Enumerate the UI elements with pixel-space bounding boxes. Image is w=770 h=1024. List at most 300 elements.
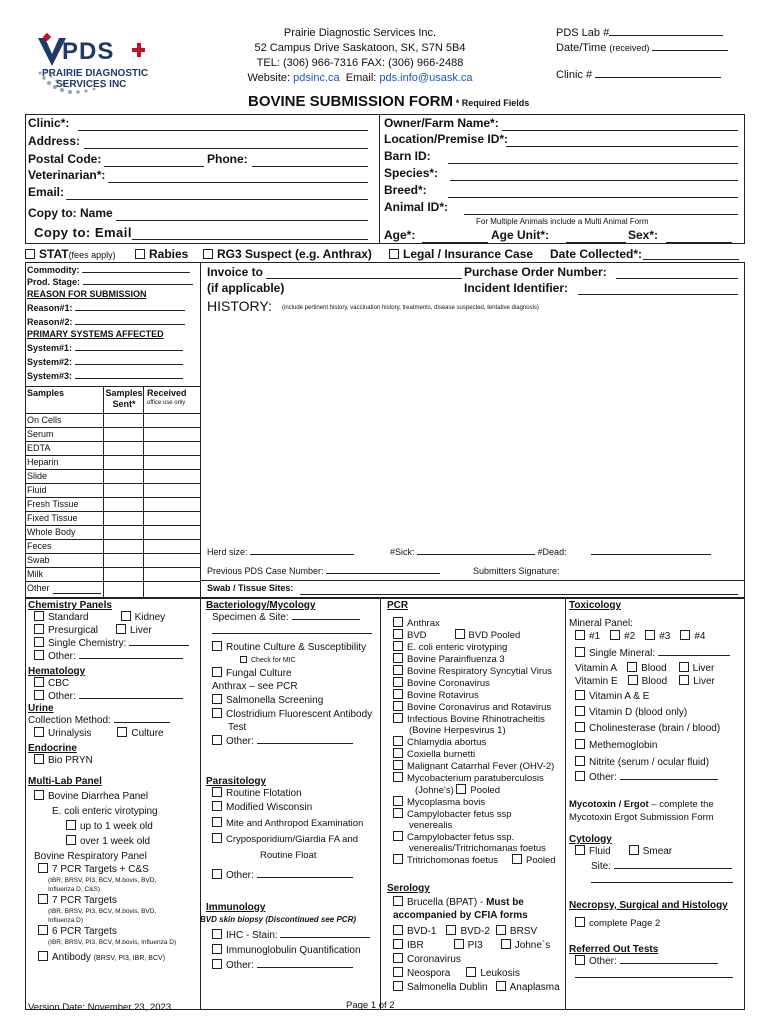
corona-checkbox[interactable] [393,953,403,963]
immuno-other-field[interactable] [257,967,353,968]
herd-size-field[interactable] [250,554,354,555]
vit-e-label: Vitamin E [575,676,618,687]
single-mineral-field[interactable] [658,655,730,656]
ihc-field[interactable] [280,937,370,938]
org-header [210,26,510,86]
anaplasma-checkbox[interactable] [496,981,506,991]
age-unit-field[interactable] [566,242,626,243]
ibr-sero-checkbox[interactable] [393,939,403,949]
age-field[interactable] [422,242,488,243]
veterinarian-field[interactable] [108,182,368,183]
chlamydia-checkbox[interactable] [393,736,403,746]
tox-other-field[interactable] [620,779,718,780]
samples-table [25,386,200,598]
smear-label: Smear [642,846,673,857]
campy-tri-label-2: venerealis/Tritrichomanas foetus [409,843,546,854]
systems-header: PRIMARY SYSTEMS AFFECTED [27,329,164,339]
postal-code-field[interactable] [104,166,204,167]
pcr-item [393,677,563,689]
bact-other-field[interactable] [257,743,353,744]
crypto-row [212,833,378,846]
commodity-field[interactable] [82,272,190,273]
cholin-row [575,722,743,735]
ref-other-field-2[interactable] [575,968,733,978]
clinic-number-field[interactable] [595,77,721,78]
logo-text: PDS [62,38,115,65]
reason1-row [27,302,199,314]
urinalysis-checkbox[interactable] [34,727,44,737]
mycobac-checkbox[interactable] [393,772,403,782]
clinic-number-row [556,68,728,83]
vit-a-row [575,662,743,675]
email-field[interactable] [66,199,368,200]
bvd1-checkbox[interactable] [393,925,403,935]
standard-row [34,611,198,624]
datetime-field[interactable] [652,50,728,51]
tritri-pooled-checkbox[interactable] [512,854,522,864]
stat-checkbox[interactable] [25,249,35,259]
ibr-pcr-label-2: (Bovine Herpesvirus 1) [409,725,506,736]
bdp-checkbox[interactable] [34,790,44,800]
referred-header: Referred Out Tests [569,944,659,955]
bvd2-checkbox[interactable] [446,925,456,935]
mineral3-label: #3 [659,631,671,642]
invoice-to-field[interactable] [266,278,462,279]
sample-row-label: Milk [27,569,43,579]
sample-sent-cell[interactable] [104,568,143,581]
smear-checkbox[interactable] [629,845,639,855]
page-number: Page 1 of 2 [346,1000,395,1011]
lab-info [556,26,728,83]
date-collected-field[interactable] [643,259,739,260]
incident-label: Incident Identifier: [464,281,569,295]
routine-culture-checkbox[interactable] [212,641,222,651]
ref-other-label: Other: [589,956,617,967]
animal-id-field[interactable] [464,214,738,215]
sample-other-field[interactable] [53,593,101,594]
clinic-field[interactable] [78,130,368,131]
kidney-checkbox[interactable] [121,611,131,621]
reason2-field[interactable] [75,324,185,325]
pcr-item [393,653,563,665]
copy-to-email-label: Copy to: Email [34,225,133,240]
copy-to-email-field[interactable] [132,239,368,240]
brucella-label: Brucella (BPAT) - [407,897,484,908]
breed-label: Breed*: [384,183,427,197]
campy-tri-checkbox[interactable] [393,831,403,841]
cholin-checkbox[interactable] [575,722,585,732]
sample-row-label: Heparin [27,457,59,467]
fungal-label: Fungal Culture [226,668,292,679]
specimen-field-2[interactable] [212,624,372,634]
bvd-skin-note: BVD skin biopsy (Discontinued see PCR) [200,915,357,924]
mineral3-checkbox[interactable] [645,630,655,640]
bio-pryn-row [34,754,198,767]
sample-row-label: Serum [27,429,54,439]
reason1-field[interactable] [75,310,185,311]
campy-row [393,808,563,820]
org-tel-fax: TEL: (306) 966-7316 FAX: (306) 966-2488 [256,57,464,69]
urine-header: Urine [28,703,54,714]
pcr6-checkbox[interactable] [38,925,48,935]
mcf-checkbox[interactable] [393,760,403,770]
sample-sent-cell[interactable] [104,484,143,497]
pcr7-row [38,894,198,907]
pi3-checkbox[interactable] [454,939,464,949]
flotation-label: Routine Flotation [226,788,302,799]
pcr-items [387,641,563,713]
cbc-label: CBC [48,678,70,689]
pcr7-checkbox[interactable] [38,894,48,904]
vit-ae-checkbox[interactable] [575,690,585,700]
crypto-checkbox[interactable] [212,833,222,843]
mic-checkbox[interactable] [240,656,247,663]
necropsy-header: Necropsy, Surgical and Histology [569,900,728,911]
brsv-checkbox[interactable] [496,925,506,935]
copy-to-name-label: Copy to: Name [28,206,113,220]
incident-field[interactable] [578,294,738,295]
pcr-bvd-pooled-label: BVD Pooled [468,630,521,641]
standard-checkbox[interactable] [34,611,44,621]
date-collected-label: Date Collected*: [550,247,643,261]
tox-other-row [575,771,743,784]
pcr-item-checkbox[interactable] [393,677,403,687]
pcr-item-checkbox[interactable] [393,701,403,711]
sample-sent-cell[interactable] [104,582,143,595]
sample-sent-cell[interactable] [104,512,143,525]
coxiella-checkbox[interactable] [393,748,403,758]
vit-d-label: Vitamin D (blood only) [589,707,688,718]
pcr6-label: 6 PCR Targets [52,926,117,937]
antibody-label: Antibody [52,952,91,963]
sample-row-label: Slide [27,471,48,481]
mycobac-pooled-label: Pooled [470,785,501,796]
vit-a-blood-checkbox[interactable] [627,662,637,672]
clostridium-label-2: Test [228,722,247,733]
cfia-note: accompanied by CFIA forms [393,910,528,921]
commodity-label: Commodity: [27,265,80,275]
swab-field[interactable] [300,594,738,595]
animal-id-label: Animal ID*: [384,200,449,214]
upto-checkbox[interactable] [66,820,76,830]
cholin-label: Cholinesterase (brain / blood) [589,723,721,734]
chem-other-field[interactable] [79,658,183,659]
mite-label: Mite and Anthropod Examination [226,818,364,829]
stat-option[interactable] [25,247,116,261]
received-header: Received [147,388,187,398]
para-other-row [212,869,378,882]
age-label: Age*: [384,228,416,242]
para-other-checkbox[interactable] [212,869,222,879]
age-unit-label: Age Unit*: [491,228,549,242]
pcr7-note [48,907,198,925]
sick-field[interactable] [417,554,535,555]
liver-checkbox[interactable] [116,624,126,634]
sick-label: #Sick: [390,547,415,557]
email-label-field: Email: [28,185,65,199]
cyto-site-field-2[interactable] [591,873,733,883]
chlamydia-label: Chlamydia abortus [407,737,487,748]
pcr7cs-row [38,863,198,876]
system2-label: System#2: [27,357,73,367]
vit-a-liver-checkbox[interactable] [679,662,689,672]
sample-row-label: Fluid [27,485,47,495]
tritri-row [393,854,563,866]
version-date: Version Date: November 23, 2023 [28,1002,172,1013]
cbc-checkbox[interactable] [34,677,44,687]
over-checkbox[interactable] [66,835,76,845]
complete-page2-checkbox[interactable] [575,917,585,927]
multi-animal-note: For Multiple Animals include a Multi Animal Form [476,217,649,226]
cbc-row [34,677,198,690]
ref-other-checkbox[interactable] [575,955,585,965]
brp-label: Bovine Respiratory Panel [34,851,147,862]
middle-divider [200,262,201,598]
breed-field[interactable] [448,197,738,198]
bact-other-checkbox[interactable] [212,735,222,745]
single-chem-checkbox[interactable] [34,637,44,647]
sex-field[interactable] [666,242,732,243]
tox-other-checkbox[interactable] [575,771,585,781]
sample-row-label: On Cells [27,415,62,425]
vit-e-blood-checkbox[interactable] [628,675,638,685]
clostridium-checkbox[interactable] [212,708,222,718]
over-label: over 1 week old [80,836,151,847]
datetime-row [556,41,728,56]
antibody-note: (BRSV, PI3, IBR, BCV) [93,955,166,962]
copy-to-name-field[interactable] [116,220,368,221]
mineral4-label: #4 [694,631,706,642]
methemo-checkbox[interactable] [575,739,585,749]
vit-d-checkbox[interactable] [575,706,585,716]
cyto-site-field[interactable] [614,868,732,869]
immuno-other-checkbox[interactable] [212,959,222,969]
stat-label: STAT [39,247,69,261]
leukosis-checkbox[interactable] [466,967,476,977]
pcr-item-checkbox[interactable] [393,641,403,651]
address-field[interactable] [84,148,368,149]
ihc-checkbox[interactable] [212,929,222,939]
mite-checkbox[interactable] [212,817,222,827]
owner-field[interactable] [502,130,738,131]
sample-row-label: Fixed Tissue [27,513,78,523]
antibody-row [38,951,198,965]
campy-checkbox[interactable] [393,808,403,818]
fluid-label: Fluid [589,846,611,857]
salm-dublin-row [393,981,563,994]
mycobac-row [393,772,563,784]
sample-sent-cell[interactable] [104,428,143,441]
brucella-checkbox[interactable] [393,896,403,906]
ref-other-row [575,955,743,968]
single-chem-field[interactable] [129,645,189,646]
urine-culture-checkbox[interactable] [117,727,127,737]
collection-field[interactable] [114,722,170,723]
mite-row [212,817,378,830]
chem-other-row [34,650,198,663]
ig-checkbox[interactable] [212,944,222,954]
chem-other-checkbox[interactable] [34,650,44,660]
flags-row [25,246,745,262]
neospora-checkbox[interactable] [393,967,403,977]
fungal-checkbox[interactable] [212,667,222,677]
crypto-label-2: Routine Float [260,850,317,861]
mic-label: Check for MIC [251,657,296,664]
flotation-checkbox[interactable] [212,787,222,797]
bio-pryn-checkbox[interactable] [34,754,44,764]
col-chemistry [28,600,198,965]
pcr-item-label: Bovine Coronavirus and Rotavirus [407,702,552,713]
legal-checkbox[interactable] [389,249,399,259]
routine-culture-row [212,641,378,654]
fees-label: (fees apply) [68,250,116,260]
system2-field[interactable] [75,364,183,365]
rabies-option[interactable] [135,247,188,261]
vit-e-liver-checkbox[interactable] [679,675,689,685]
hema-other-field[interactable] [79,698,183,699]
pcr-anthrax-checkbox[interactable] [393,617,403,627]
single-chem-row [34,637,198,650]
mineral2-checkbox[interactable] [610,630,620,640]
mineral4-checkbox[interactable] [680,630,690,640]
mycoplasma-row [393,796,563,808]
sample-sent-cell[interactable] [104,498,143,511]
mineral2-label: #2 [624,631,636,642]
fluid-checkbox[interactable] [575,845,585,855]
mycobac-label: Mycobacterium paratuberculosis [407,773,544,784]
hema-other-label: Other: [48,691,76,702]
phone-field[interactable] [252,166,368,167]
methemo-row [575,739,743,752]
sample-sent-cell[interactable] [104,414,143,427]
rg3-option[interactable] [203,247,372,261]
sample-sent-cell[interactable] [104,540,143,553]
website-link[interactable]: pdsinc.ca [293,72,340,84]
ref-other-field[interactable] [620,963,718,964]
prev-case-field[interactable] [326,573,440,574]
herd-size-label: Herd size: [207,547,248,557]
org-address: 52 Campus Drive Saskatoon, SK, S7N 5B4 [254,42,466,54]
mineral1-checkbox[interactable] [575,630,585,640]
legal-option[interactable] [389,247,533,261]
sample-sent-cell[interactable] [104,456,143,469]
immuno-other-row [212,959,378,972]
ig-label: Immunoglobulin Quantification [226,945,361,956]
specimen-field[interactable] [292,619,360,620]
immunology-header: Immunology [206,902,266,913]
dead-field[interactable] [591,554,711,555]
sample-sent-cell[interactable] [104,526,143,539]
antibody-checkbox[interactable] [38,951,48,961]
para-other-field[interactable] [257,877,353,878]
multi-lab-header: Multi-Lab Panel [28,776,102,787]
history-field[interactable] [204,316,740,540]
mycobac-pooled-checkbox[interactable] [456,784,466,794]
location-field[interactable] [506,146,738,147]
pcr6-note: (IBR, BRSV, PI3, BCV, M.bovis, Influenza D) [48,939,177,946]
system1-field[interactable] [75,350,183,351]
po-field[interactable] [616,278,738,279]
pcr-bvd-pooled-checkbox[interactable] [455,629,465,639]
rg3-checkbox[interactable] [203,249,213,259]
sample-sent-cell[interactable] [104,470,143,483]
pcr-item-checkbox[interactable] [393,689,403,699]
pds-lab-label: PDS Lab # [556,27,610,39]
hema-other-checkbox[interactable] [34,690,44,700]
tritri-checkbox[interactable] [393,854,403,864]
vit-ae-row [575,690,743,703]
salm-dublin-checkbox[interactable] [393,981,403,991]
nitrite-checkbox[interactable] [575,756,585,766]
system2-row [27,356,199,368]
clinic-number-label: Clinic # [556,69,593,81]
routine-culture-label: Routine Culture & Susceptibility [226,642,367,653]
presurgical-checkbox[interactable] [34,624,44,634]
logo-subtitle-1: PRAIRIE DIAGNOSTIC [42,68,149,79]
ibr-pcr-checkbox[interactable] [393,713,403,723]
salmonella-checkbox[interactable] [212,694,222,704]
tox-other-label: Other: [589,772,617,783]
rabies-checkbox[interactable] [135,249,145,259]
email-label: Email: [345,72,377,84]
sample-row-label: Feces [27,541,52,551]
mycotoxin-form-label: Mycotoxin Ergot Submission Form [569,812,714,823]
bacteriology-header: Bacteriology/Mycology [206,600,316,611]
system3-field[interactable] [75,378,183,379]
barn-id-label: Barn ID: [384,149,431,163]
campy-tri-row [393,831,563,843]
vit-a-liver-label: Liver [692,663,715,674]
wisconsin-checkbox[interactable] [212,801,222,811]
email-link[interactable]: pds.info@usask.ca [379,72,473,84]
single-mineral-checkbox[interactable] [575,647,585,657]
pcr-item-checkbox[interactable] [393,665,403,675]
pcr7cs-checkbox[interactable] [38,863,48,873]
sample-sent-cell[interactable] [104,554,143,567]
dead-label: #Dead: [537,547,567,557]
chemistry-header: Chemistry Panels [28,600,112,611]
ibr-row [393,713,563,725]
system1-row [27,342,199,354]
sample-sent-cell[interactable] [104,442,143,455]
pcr-anthrax-row [393,617,563,629]
ibr-pcr-label: Infectious Bovine Rhinotracheitis [407,714,545,725]
sample-row-label: Other [27,583,50,593]
pcr-item-label: Bovine Rotavirus [407,690,479,701]
mycoplasma-checkbox[interactable] [393,796,403,806]
barn-id-field[interactable] [448,163,738,164]
para-other-label: Other: [226,870,254,881]
prod-stage-field[interactable] [83,284,193,285]
left-panel [27,264,199,382]
johnes-sero-checkbox[interactable] [501,939,511,949]
pcr-bvd-checkbox[interactable] [393,629,403,639]
hematology-header: Hematology [28,666,86,677]
species-field[interactable] [450,180,738,181]
sero-row-1 [393,925,563,938]
vit-ae-label: Vitamin A & E [589,691,650,702]
vit-e-liver-label: Liver [693,676,715,687]
pcr-item-checkbox[interactable] [393,653,403,663]
bact-other-label: Other: [226,736,254,747]
pds-lab-field[interactable] [609,35,723,36]
system1-label: System#1: [27,343,73,353]
single-chem-label: Single Chemistry: [48,638,127,649]
mineral1-label: #1 [589,631,601,642]
datetime-label: Date/Time [556,42,607,54]
mycobac-row-2 [415,784,563,796]
pcr7-label: 7 PCR Targets [52,895,117,906]
